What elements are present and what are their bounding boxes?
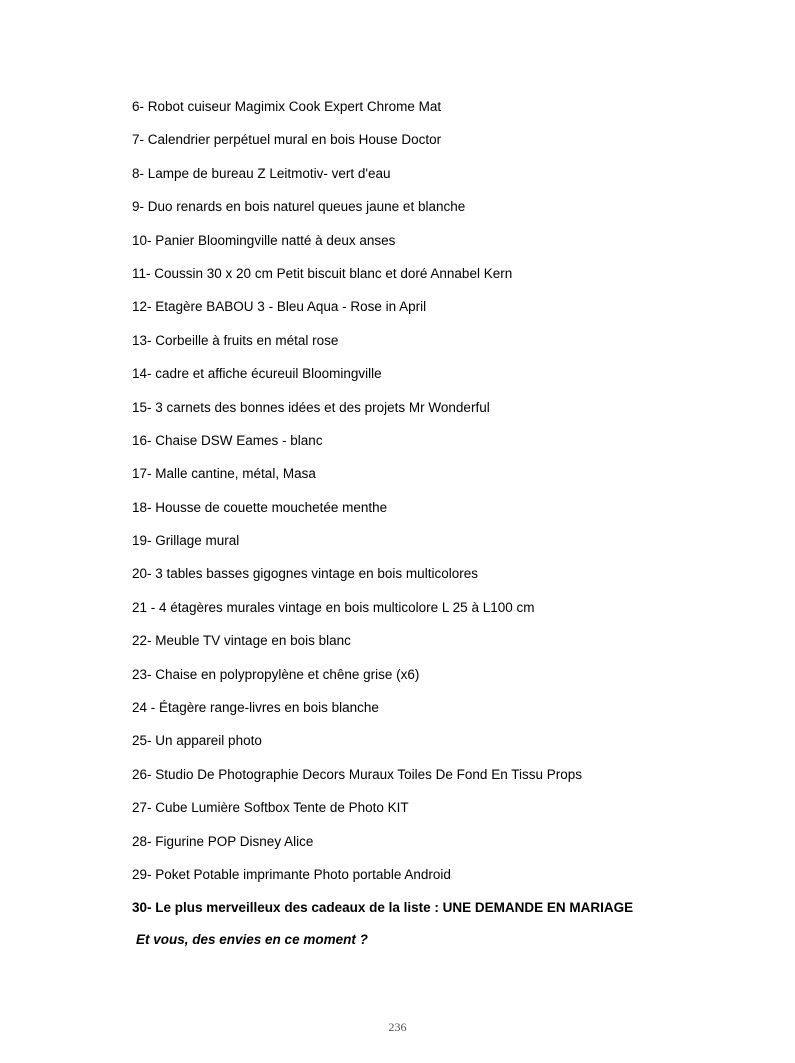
list-item: 13- Corbeille à fruits en métal rose xyxy=(132,332,339,348)
list-item: 26- Studio De Photographie Decors Muraux Toiles De Fond En Tissu Props xyxy=(132,766,582,782)
list-item: 14- cadre et affiche écureuil Bloomingville xyxy=(132,366,382,382)
list-item: 29- Poket Potable imprimante Photo portable Android xyxy=(132,866,451,882)
list-item: 7- Calendrier perpétuel mural en bois House Doctor xyxy=(132,132,442,148)
list-item: 17- Malle cantine, métal, Masa xyxy=(132,466,316,482)
list-item: 24 - Étagère range-livres en bois blanche xyxy=(132,700,379,716)
list-item: 27- Cube Lumière Softbox Tente de Photo KIT xyxy=(132,800,409,816)
list-item: 15- 3 carnets des bonnes idées et des projets Mr Wonderful xyxy=(132,399,490,415)
list-item: 8- Lampe de bureau Z Leitmotiv- vert d'eau xyxy=(132,165,391,181)
list-item: 16- Chaise DSW Eames - blanc xyxy=(132,432,323,448)
list-item: 11- Coussin 30 x 20 cm Petit biscuit blanc et doré Annabel Kern xyxy=(132,265,513,281)
closing-question: Et vous, des envies en ce moment ? xyxy=(136,932,368,947)
list-item: 25- Un appareil photo xyxy=(132,733,262,749)
list-item: 9- Duo renards en bois naturel queues jaune et blanche xyxy=(132,199,466,215)
list-item: 22- Meuble TV vintage en bois blanc xyxy=(132,633,351,649)
list-item: 12- Etagère BABOU 3 - Bleu Aqua - Rose in April xyxy=(132,299,427,315)
list-item: 23- Chaise en polypropylène et chêne grise (x6) xyxy=(132,666,420,682)
list-item: 28- Figurine POP Disney Alice xyxy=(132,833,314,849)
list-item: 18- Housse de couette mouchetée menthe xyxy=(132,499,388,515)
page-number: 236 xyxy=(388,1020,407,1034)
list-item: 21 - 4 étagères murales vintage en bois multicolore L 25 à L100 cm xyxy=(132,599,535,615)
list-item: 20- 3 tables basses gigognes vintage en bois multicolores xyxy=(132,566,478,582)
list-item: 6- Robot cuiseur Magimix Cook Expert Chrome Mat xyxy=(132,99,442,114)
list-item-highlight: 30- Le plus merveilleux des cadeaux de la liste : UNE DEMANDE EN MARIAGE xyxy=(132,900,634,916)
list-item: 19- Grillage mural xyxy=(132,533,240,549)
list-item: 10- Panier Bloomingville natté à deux anses xyxy=(132,232,396,248)
gift-list xyxy=(132,98,772,933)
